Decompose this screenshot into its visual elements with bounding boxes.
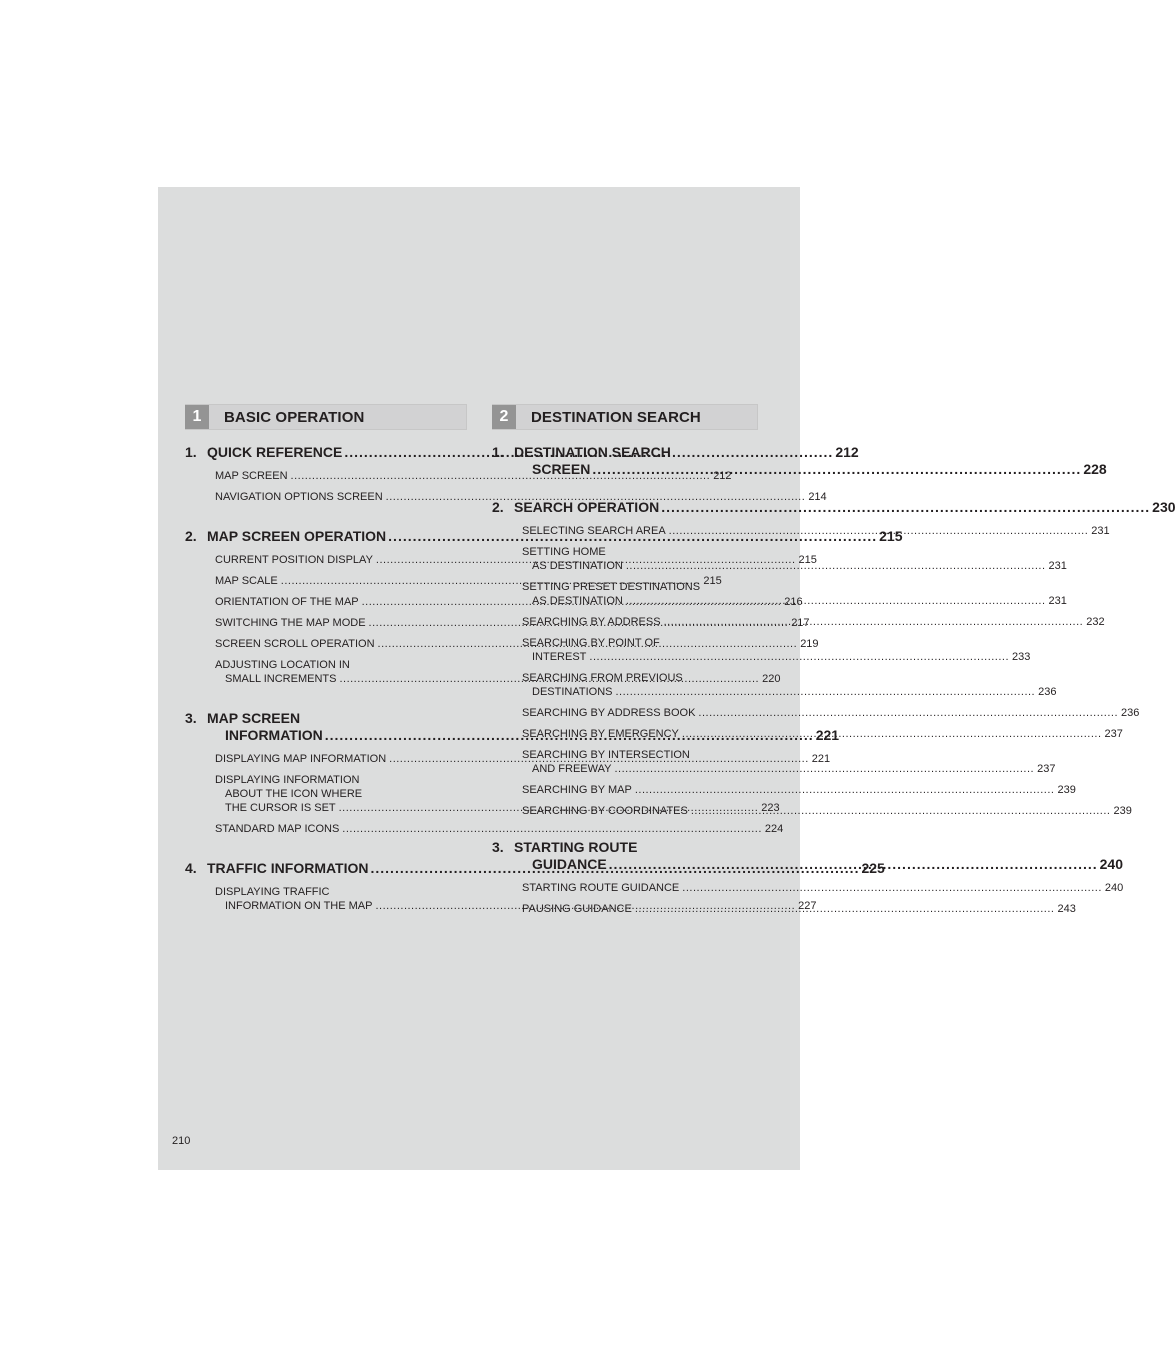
chapter-title[interactable] xyxy=(492,839,758,856)
topic-line xyxy=(215,658,467,672)
topic-line xyxy=(215,490,827,504)
topic-text: AS DESTINATION xyxy=(532,595,623,607)
topic-text: SWITCHING THE MAP MODE xyxy=(215,617,366,629)
topic-line xyxy=(522,706,1140,720)
topic-text: SEARCHING BY COORDINATES xyxy=(522,805,688,817)
toc-page xyxy=(158,187,1176,1170)
topic-line xyxy=(522,636,758,650)
topic-page: 215 xyxy=(798,554,817,566)
topic-text: DISPLAYING MAP INFORMATION xyxy=(215,753,387,765)
topic-text: SEARCHING BY INTERSECTION xyxy=(522,749,690,761)
topic-page: 219 xyxy=(800,638,819,650)
topic-page: 217 xyxy=(791,617,810,629)
topic-line xyxy=(522,671,758,685)
chapter-page: 228 xyxy=(1083,461,1107,477)
chapter-number: 3. xyxy=(492,839,504,855)
topic-text: AND FREEWAY xyxy=(532,763,612,775)
chapter-page: 225 xyxy=(861,860,885,876)
topic-text: SELECTING SEARCH AREA xyxy=(522,525,666,537)
topic-page: 231 xyxy=(1091,525,1110,537)
section-title: BASIC OPERATION xyxy=(224,408,365,426)
leader-dots xyxy=(609,856,1098,873)
topic-text: AS DESTINATION xyxy=(532,560,623,572)
topic-page: 215 xyxy=(703,575,722,587)
chapter-title-text: DESTINATION SEARCH xyxy=(514,444,671,460)
chapter-title-text: QUICK REFERENCE xyxy=(207,444,343,460)
leader-dots xyxy=(635,783,1055,797)
topic-page: 239 xyxy=(1057,784,1076,796)
leader-dots xyxy=(615,685,1035,699)
topic-text: DISPLAYING TRAFFIC xyxy=(215,886,330,898)
topic-item[interactable] xyxy=(492,881,1124,895)
section-number-badge: 2 xyxy=(492,405,516,429)
page-number: 210 xyxy=(172,1135,191,1147)
topic-text: SEARCHING FROM PREVIOUS xyxy=(522,672,683,684)
chapter-number: 3. xyxy=(185,710,197,726)
topic-item[interactable] xyxy=(185,469,732,483)
chapter-title[interactable] xyxy=(185,710,467,727)
topic-page: 233 xyxy=(1012,651,1031,663)
topic-text: NAVIGATION OPTIONS SCREEN xyxy=(215,491,383,503)
topic-line xyxy=(215,773,467,787)
topic-text: SEARCHING BY ADDRESS BOOK xyxy=(522,707,696,719)
topic-text: SEARCHING BY POINT OF xyxy=(522,637,660,649)
leader-dots xyxy=(682,727,1102,741)
chapter-page: 212 xyxy=(835,444,859,460)
leader-dots xyxy=(669,524,1089,538)
topic-text: PAUSING GUIDANCE xyxy=(522,903,632,915)
topic-item[interactable] xyxy=(492,706,1140,720)
section-title: DESTINATION SEARCH xyxy=(531,408,701,426)
leader-dots xyxy=(589,650,1009,664)
topic-page: 237 xyxy=(1037,763,1056,775)
topic-page: 212 xyxy=(713,470,732,482)
topic-line xyxy=(522,881,1124,895)
leader-dots xyxy=(691,804,1111,818)
topic-item[interactable] xyxy=(492,783,1076,797)
topic-line xyxy=(522,762,1056,776)
section-number-badge: 1 xyxy=(185,405,209,429)
chapter-page: 215 xyxy=(879,528,903,544)
leader-dots xyxy=(661,499,1150,516)
topic-line xyxy=(522,650,1031,664)
chapter-title-continued[interactable] xyxy=(492,461,1107,478)
leader-dots xyxy=(614,762,1034,776)
chapter-number: 2. xyxy=(185,528,197,544)
topic-page: 223 xyxy=(761,802,780,814)
topic-text: DISPLAYING INFORMATION xyxy=(215,774,360,786)
topic-page: 237 xyxy=(1104,728,1123,740)
leader-dots xyxy=(682,881,1102,895)
topic-text: SMALL INCREMENTS xyxy=(225,673,337,685)
leader-dots xyxy=(698,706,1118,720)
topic-line xyxy=(215,787,467,801)
topic-page: 240 xyxy=(1104,882,1124,894)
chapter-title-text: MAP SCREEN xyxy=(207,710,301,726)
topic-text: SETTING HOME xyxy=(522,546,606,558)
section-header xyxy=(492,404,758,430)
leader-dots xyxy=(635,902,1055,916)
topic-text: DESTINATIONS xyxy=(532,686,613,698)
chapter-title[interactable] xyxy=(492,499,1176,516)
topic-page: 232 xyxy=(1086,616,1105,628)
topic-text: SEARCHING BY ADDRESS xyxy=(522,616,661,628)
topic-text: THE CURSOR IS SET xyxy=(225,802,336,814)
topic-page: 231 xyxy=(1048,595,1067,607)
topic-line xyxy=(215,469,732,483)
topic-page: 224 xyxy=(764,823,784,835)
chapter-title[interactable] xyxy=(492,444,758,461)
topic-text: ORIENTATION OF THE MAP xyxy=(215,596,359,608)
topic-text: SEARCHING BY EMERGENCY xyxy=(522,728,679,740)
leader-dots xyxy=(664,615,1084,629)
section-header xyxy=(185,404,467,430)
topic-line xyxy=(522,748,758,762)
topic-page: 236 xyxy=(1038,686,1057,698)
topic-page: 231 xyxy=(1048,560,1067,572)
chapter-number: 1. xyxy=(492,444,504,460)
topic-text: MAP SCREEN xyxy=(215,470,288,482)
topic-line xyxy=(522,545,758,559)
topic-page: 227 xyxy=(798,900,817,912)
topic-text: STARTING ROUTE GUIDANCE xyxy=(522,882,680,894)
topic-page: 220 xyxy=(762,673,781,685)
topic-list xyxy=(185,469,827,504)
topic-text: SCREEN SCROLL OPERATION xyxy=(215,638,375,650)
topic-text: INFORMATION ON THE MAP xyxy=(225,900,373,912)
topic-line xyxy=(215,822,784,836)
chapter-page: 240 xyxy=(1099,856,1123,872)
topic-text: CURRENT POSITION DISPLAY xyxy=(215,554,373,566)
chapter-title-text: STARTING ROUTE xyxy=(514,839,638,855)
topic-page: 236 xyxy=(1121,707,1140,719)
topic-line xyxy=(215,885,467,899)
leader-dots xyxy=(626,594,1046,608)
chapter-title-text: TRAFFIC INFORMATION xyxy=(207,860,369,876)
topic-line xyxy=(522,580,758,594)
topic-line xyxy=(522,685,1057,699)
chapter-number: 1. xyxy=(185,444,197,460)
topic-page: 214 xyxy=(808,491,827,503)
topic-item[interactable] xyxy=(185,490,827,504)
topic-text: STANDARD MAP ICONS xyxy=(215,823,340,835)
topic-text: MAP SCALE xyxy=(215,575,278,587)
chapter-number: 2. xyxy=(492,499,504,515)
chapter-page: 230 xyxy=(1152,499,1176,515)
topic-page: 216 xyxy=(784,596,803,608)
topic-text: INTEREST xyxy=(532,651,587,663)
chapter-title-text: GUIDANCE xyxy=(532,856,607,872)
chapter-title-text: INFORMATION xyxy=(225,727,323,743)
chapter-number: 4. xyxy=(185,860,197,876)
topic-page: 221 xyxy=(811,753,831,765)
topic-text: ADJUSTING LOCATION IN xyxy=(215,659,350,671)
leader-dots xyxy=(592,461,1081,478)
topic-item[interactable] xyxy=(185,822,784,836)
chapter-title-text: SCREEN xyxy=(532,461,591,477)
topic-text: ABOUT THE ICON WHERE xyxy=(225,788,363,800)
topic-text: SETTING PRESET DESTINATIONS xyxy=(522,581,701,593)
topic-page: 239 xyxy=(1113,805,1132,817)
topic-text: SEARCHING BY MAP xyxy=(522,784,632,796)
chapter-page: 221 xyxy=(815,727,840,743)
topic-page: 243 xyxy=(1057,903,1076,915)
chapter-title-text: SEARCH OPERATION xyxy=(514,499,660,515)
leader-dots xyxy=(626,559,1046,573)
topic-line xyxy=(522,783,1076,797)
chapter-title-text: MAP SCREEN OPERATION xyxy=(207,528,387,544)
